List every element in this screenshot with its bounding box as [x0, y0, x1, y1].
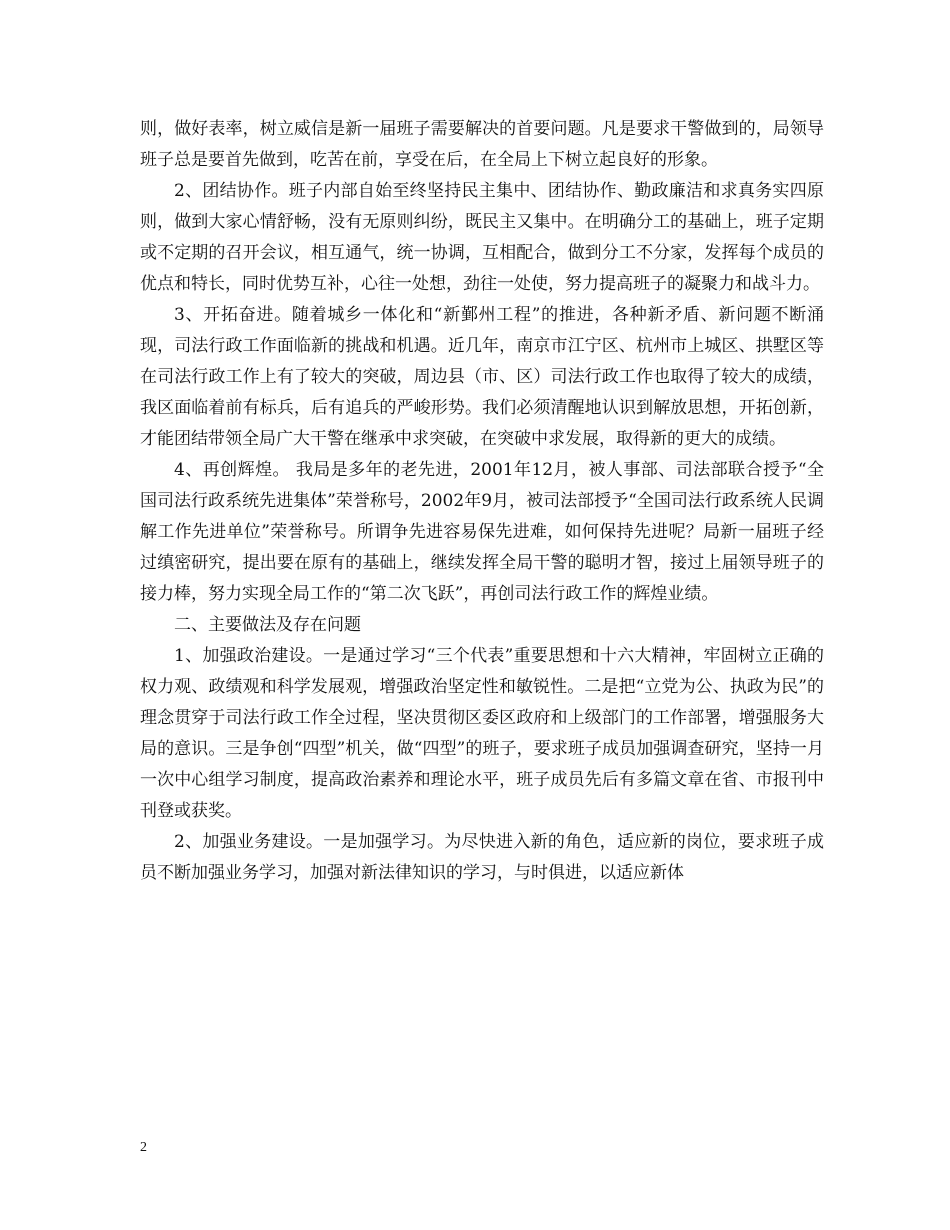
paragraph: 4、再创辉煌。 我局是多年的老先进，2001年12月，被人事部、司法部联合授予“全国司法行政系统先进集体”荣誉称号，2002年9月，被司法部授予“全国司法行政系统人民调解工作先进单位”荣誉称号。所谓争先进容易保先进难，如何保持先进呢？局新一届班子经过缜密研究，提出要在原有的基础上，继续发挥全局干警的聪明才智，接过上届领导班子的接力棒，努力实现全局工作的“第二次飞跃”，再创司法行政工作的辉煌业绩。	[140, 460, 824, 604]
body-text	[140, 114, 824, 889]
paragraph: 2、团结协作。班子内部自始至终坚持民主集中、团结协作、勤政廉洁和求真务实四原则，做到大家心情舒畅，没有无原则纠纷，既民主又集中。在明确分工的基础上，班子定期或不定期的召开会议，相互通气，统一协调，互相配合，做到分工不分家，发挥每个成员的优点和特长，同时优势互补，心往一处想，劲往一处使，努力提高班子的凝聚力和战斗力。	[140, 181, 824, 294]
paragraph: 1、加强政治建设。一是通过学习“三个代表”重要思想和十六大精神，牢固树立正确的权力观、政绩观和科学发展观，增强政治坚定性和敏锐性。二是把“立党为公、执政为民”的理念贯穿于司法行政工作全过程，坚决贯彻区委区政府和上级部门的工作部署，增强服务大局的意识。三是争创“四型”机关，做“四型”的班子，要求班子成员加强调查研究，坚持一月一次中心组学习制度，提高政治素养和理论水平，班子成员先后有多篇文章在省、市报刊中刊登或获奖。	[140, 646, 824, 821]
section-heading: 二、主要做法及存在问题	[174, 615, 361, 635]
page-number: 2	[140, 1140, 147, 1155]
paragraph: 2、加强业务建设。一是加强学习。为尽快进入新的角色，适应新的岗位，要求班子成员不断加强业务学习，加强对新法律知识的学习，与时俱进，以适应新体	[140, 832, 824, 883]
paragraph: 则，做好表率，树立威信是新一届班子需要解决的首要问题。凡是要求干警做到的，局领导班子总是要首先做到，吃苦在前，享受在后，在全局上下树立起良好的形象。	[140, 119, 824, 170]
paragraph: 3、开拓奋进。随着城乡一体化和“新鄞州工程”的推进，各种新矛盾、新问题不断涌现，司法行政工作面临新的挑战和机遇。近几年，南京市江宁区、杭州市上城区、拱墅区等在司法行政工作上有了较大的突破，周边县（市、区）司法行政工作也取得了较大的成绩，我区面临着前有标兵，后有追兵的严峻形势。我们必须清醒地认识到解放思想，开拓创新，才能团结带领全局广大干警在继承中求突破，在突破中求发展，取得新的更大的成绩。	[140, 305, 824, 449]
